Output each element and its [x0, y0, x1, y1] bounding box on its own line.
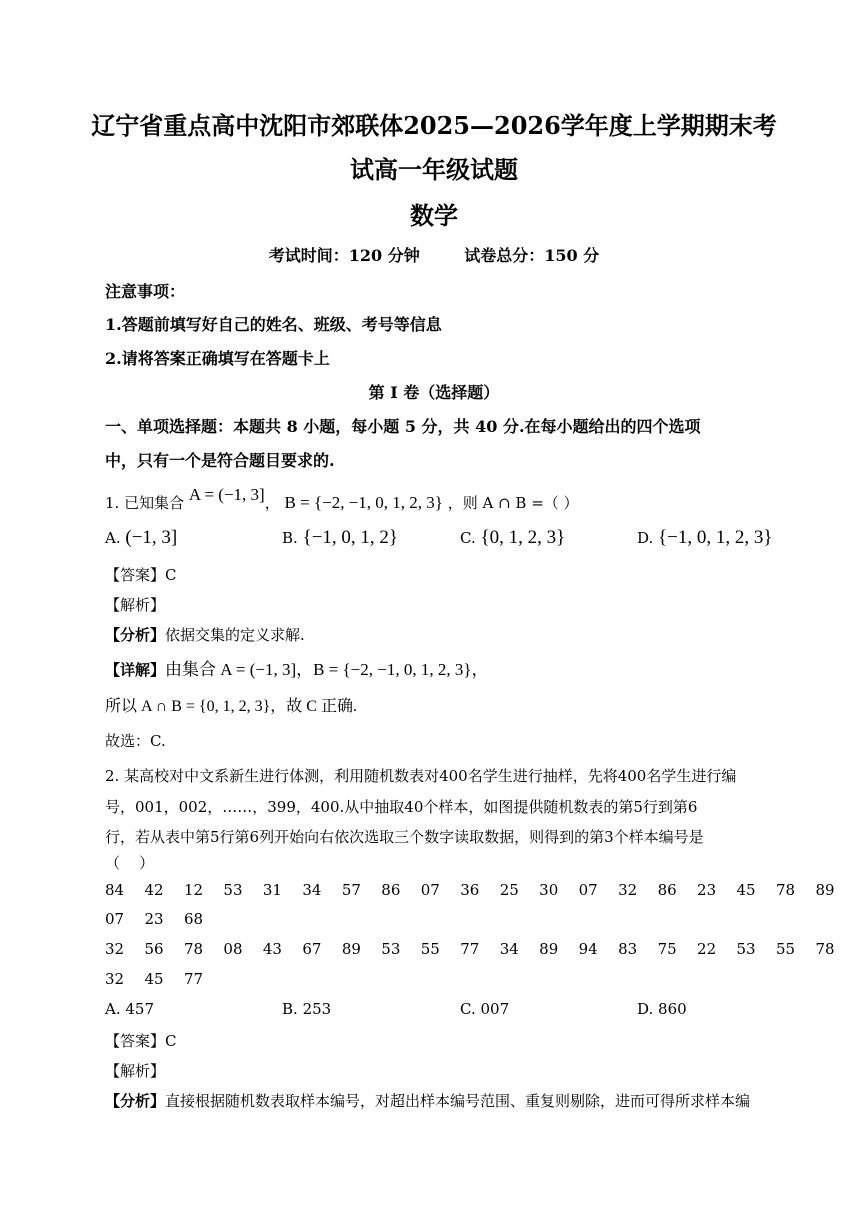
note-item-1: 1.答题前填写好自己的姓名、班级、考号等信息: [105, 315, 442, 334]
exam-title-line1: 辽宁省重点高中沈阳市郊联体2025—2026学年度上学期期末考: [91, 111, 777, 140]
q2-stem-line1: 2. 某高校对中文系新生进行体测，利用随机数表对400名学生进行抽样，先将400名学生进行编: [105, 767, 737, 785]
random-number: 45: [736, 881, 756, 899]
random-table-row6-line2: [105, 970, 219, 988]
q2-fenxi-text: 直接根据随机数表取样本编号，对超出样本编号范围、重复则剔除，进而可得所求样本编: [165, 1092, 751, 1110]
random-number: 89: [341, 940, 361, 958]
q1-stem-prefix: 1. 已知集合: [105, 494, 185, 512]
q2-option-d-label: D.: [637, 1000, 654, 1018]
random-table-row5-line1: [105, 881, 850, 899]
section-instruction-line2: 中，只有一个是符合题目要求的.: [105, 451, 335, 470]
q1-analysis-label: 【解析】: [105, 596, 166, 614]
random-number: 08: [223, 940, 243, 958]
random-table-row6-line1: [105, 940, 850, 958]
q2-option-c: [460, 1000, 509, 1018]
random-table-row5-line2: [105, 910, 219, 928]
random-number: 86: [657, 881, 677, 899]
q2-option-b-value: 253: [302, 1000, 332, 1018]
random-number: 89: [539, 940, 559, 958]
exam-info: 考试时间：120 分钟 试卷总分：150 分: [268, 246, 600, 265]
q1-conclusion: 所以 A ∩ B = {0, 1, 2, 3}，故 C 正确.: [105, 698, 357, 715]
q1-fenxi: [105, 624, 305, 645]
q1-option-c-label: C.: [460, 529, 476, 547]
random-number: 86: [381, 881, 401, 899]
random-number: 07: [105, 910, 125, 928]
random-number: 12: [183, 881, 204, 899]
random-number: 53: [223, 881, 243, 899]
q1-set-a: A = (−1, 3]: [188, 485, 265, 504]
random-number: 53: [736, 940, 756, 958]
random-number: 30: [539, 881, 559, 899]
q1-option-a-label: A.: [105, 529, 121, 547]
q2-analysis-label: 【解析】: [105, 1062, 166, 1080]
random-number: 55: [775, 940, 796, 958]
q1-fenxi-tag: 【分析】: [105, 626, 166, 644]
random-number: 55: [420, 940, 440, 958]
q2-option-d-value: 860: [658, 1000, 687, 1018]
random-number: 53: [381, 940, 401, 958]
random-number: 07: [420, 881, 440, 899]
random-number: 34: [499, 940, 519, 958]
q2-stem-line4: （ ）: [105, 854, 155, 872]
random-number: 78: [815, 940, 835, 958]
random-number: 36: [460, 881, 480, 899]
q2-fenxi-tag: 【分析】: [105, 1092, 166, 1110]
random-number: 89: [815, 881, 835, 899]
random-number: 22: [697, 940, 717, 958]
q1-option-b-value: {−1, 0, 1, 2}: [302, 527, 399, 548]
q1-detail-text: 由集合 A = (−1, 3]，B = {−2, −1, 0, 1, 2, 3}，: [165, 660, 489, 679]
q2-answer: 【答案】C: [105, 1032, 177, 1050]
q1-option-a: [105, 527, 177, 549]
random-number: 94: [578, 940, 598, 958]
random-number: 32: [105, 940, 125, 958]
notes-heading: 注意事项：: [105, 282, 186, 301]
q1-option-d-label: D.: [637, 529, 654, 547]
q2-stem-line2: 号，001，002，……，399，400.从中抽取40个样本，如图提供随机数表的第5行到第6: [105, 798, 698, 816]
random-number: 77: [183, 970, 204, 988]
q2-option-a-value: 457: [125, 1000, 155, 1018]
q1-detail-tag: 【详解】: [105, 661, 166, 679]
q1-option-b: [282, 527, 398, 549]
q2-option-c-value: 007: [480, 1000, 510, 1018]
random-number: 75: [657, 940, 677, 958]
random-number: 23: [697, 881, 717, 899]
subject-title: 数学: [410, 201, 458, 230]
q1-option-b-label: B.: [282, 529, 298, 547]
random-number: 32: [105, 970, 125, 988]
note-item-2: 2.请将答案正确填写在答题卡上: [105, 349, 330, 368]
q1-sep: ，: [264, 494, 280, 512]
random-number: 43: [262, 940, 282, 958]
random-number: 45: [144, 970, 164, 988]
random-number: 78: [775, 881, 796, 899]
q1-set-b: B = {−2, −1, 0, 1, 2, 3}: [284, 493, 443, 512]
q1-choose: 故选：C.: [105, 732, 166, 750]
q2-fenxi: [105, 1090, 750, 1111]
random-number: 07: [578, 881, 598, 899]
q1-fenxi-text: 依据交集的定义求解.: [165, 626, 305, 644]
random-number: 68: [183, 910, 204, 928]
random-number: 32: [618, 881, 638, 899]
random-number: 78: [183, 940, 204, 958]
exam-title-line2: 试高一年级试题: [350, 155, 518, 184]
q2-option-c-label: C.: [460, 1000, 476, 1018]
q2-option-a: [105, 1000, 154, 1018]
volume-heading: 第 I 卷（选择题）: [368, 383, 500, 402]
random-number: 67: [302, 940, 322, 958]
q2-option-b: [282, 1000, 331, 1018]
q2-option-a-label: A.: [105, 1000, 121, 1018]
random-number: 57: [341, 881, 361, 899]
q1-stem-suffix: ，则 A ∩ B =（ ）: [447, 494, 579, 512]
q1-option-c: [460, 527, 565, 549]
random-number: 31: [262, 881, 282, 899]
random-number: 84: [105, 881, 125, 899]
q1-detail: [105, 655, 489, 680]
random-number: 34: [302, 881, 322, 899]
q2-option-d: [637, 1000, 687, 1018]
random-number: 77: [460, 940, 480, 958]
q2-option-b-label: B.: [282, 1000, 298, 1018]
random-number: 42: [144, 881, 164, 899]
q1-answer: 【答案】C: [105, 566, 177, 584]
random-number: 25: [499, 881, 519, 899]
q1-option-a-value: (−1, 3]: [125, 527, 178, 548]
section-instruction-line1: 一、单项选择题：本题共 8 小题，每小题 5 分，共 40 分.在每小题给出的四个选项: [105, 417, 701, 436]
q1-option-d: [637, 527, 773, 549]
random-number: 23: [144, 910, 164, 928]
q1-option-c-value: {0, 1, 2, 3}: [480, 527, 566, 548]
q1-option-d-value: {−1, 0, 1, 2, 3}: [658, 527, 773, 548]
random-number: 56: [144, 940, 164, 958]
random-number: 83: [618, 940, 638, 958]
q2-stem-line3: 行，若从表中第5行第6列开始向右依次选取三个数字读取数据，则得到的第3个样本编号是: [105, 828, 704, 846]
q1-stem: [105, 485, 579, 513]
